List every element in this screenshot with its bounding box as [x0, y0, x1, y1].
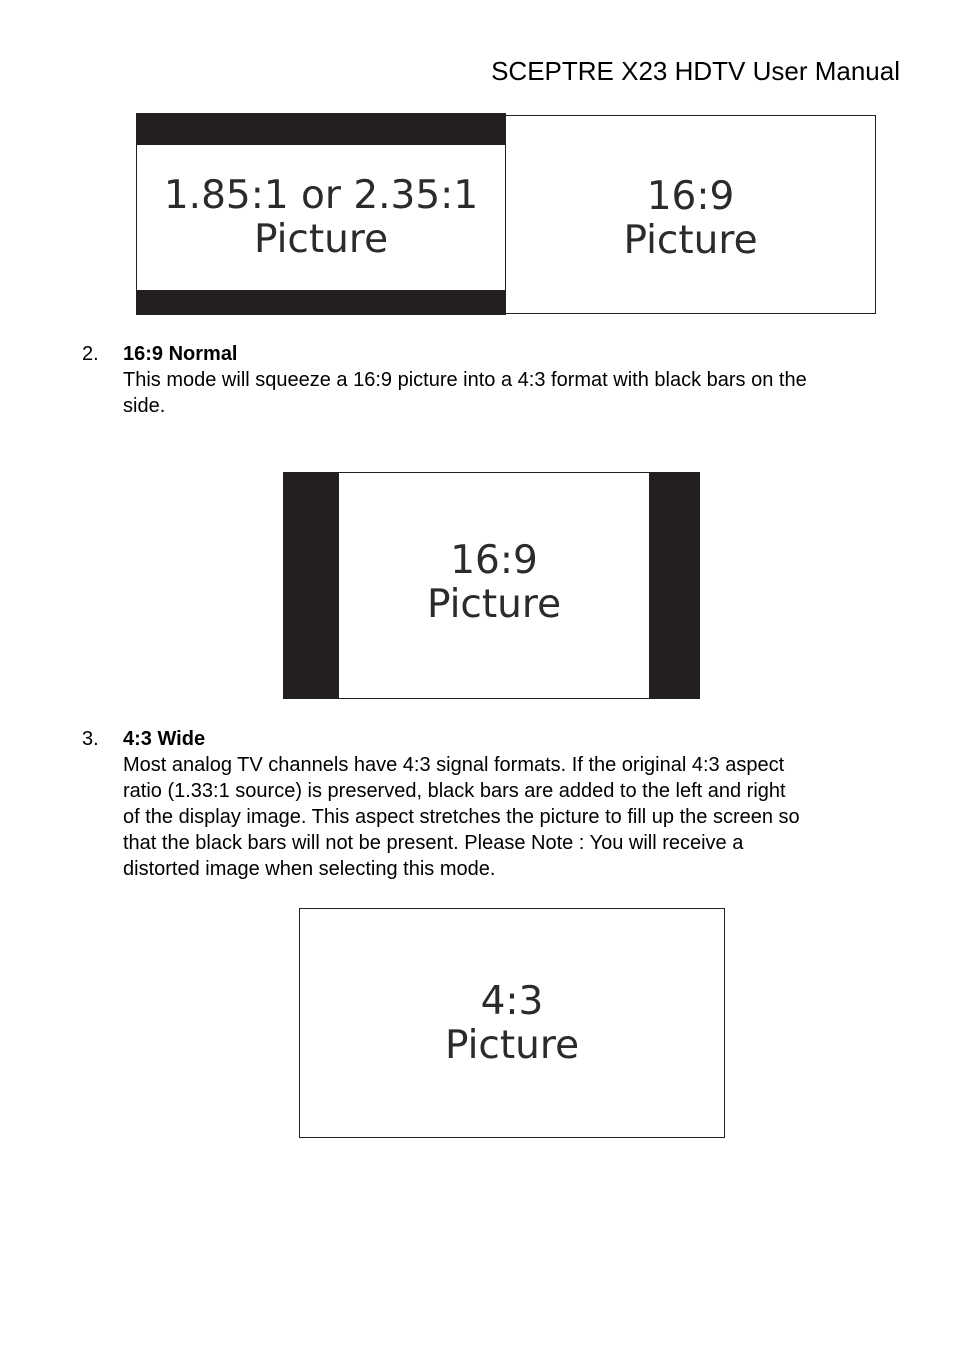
list-item-title: 4:3 Wide	[123, 728, 206, 750]
widescreen-picture-text: Picture	[623, 218, 758, 263]
list-item-text-line: that the black bars will not be present. Please Note : You will receive a	[123, 832, 744, 854]
list-item-text-line: Most analog TV channels have 4:3 signal formats. If the original 4:3 aspect	[123, 754, 785, 776]
document-header: SCEPTRE X23 HDTV User Manual	[491, 56, 900, 86]
list-item-text-line: ratio (1.33:1 source) is preserved, black bars are added to the left and right	[123, 780, 786, 802]
fullscreen-ratio-text: 4:3	[480, 979, 544, 1024]
letterbox-ratio-text: 1.85:1 or 2.35:1	[163, 173, 479, 218]
pillarbox-picture-area	[339, 473, 649, 698]
bottom-black-bar	[137, 290, 505, 314]
pillarbox-picture-text: Picture	[426, 582, 562, 627]
pillarbox-picture-diagram	[283, 472, 700, 699]
letterbox-picture-label	[137, 174, 505, 262]
top-black-bar	[137, 114, 505, 145]
list-item-number: 3.	[82, 728, 99, 750]
fullscreen-picture-label	[300, 980, 724, 1068]
list-item-text-line: side.	[123, 395, 166, 417]
widescreen-picture-diagram	[505, 115, 876, 314]
widescreen-ratio-text: 16:9	[646, 174, 735, 219]
list-item-number: 2.	[82, 343, 99, 365]
list-item-text-line: of the display image. This aspect stretches the picture to fill up the screen so	[123, 806, 800, 828]
widescreen-picture-label	[506, 175, 875, 263]
letterbox-picture-diagram	[136, 113, 506, 315]
pillarbox-ratio-text: 16:9	[450, 538, 538, 583]
letterbox-picture-text: Picture	[253, 217, 389, 262]
list-item-text-line: This mode will squeeze a 16:9 picture into a 4:3 format with black bars on the	[123, 369, 807, 391]
fullscreen-picture-text: Picture	[444, 1023, 580, 1068]
list-item-title: 16:9 Normal	[123, 343, 238, 365]
fullscreen-picture-diagram	[299, 908, 725, 1138]
pillarbox-picture-label	[339, 539, 649, 627]
list-item-text-line: distorted image when selecting this mode.	[123, 858, 496, 880]
